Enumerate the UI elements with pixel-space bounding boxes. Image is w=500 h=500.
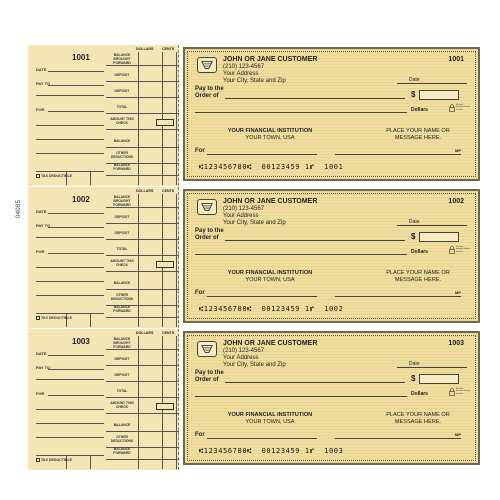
amount-words-field[interactable] [195,254,407,255]
amount-field[interactable] [419,90,459,100]
cents-header: CENTS [162,47,175,51]
signature-field[interactable] [335,438,461,439]
signature-field[interactable] [335,296,461,297]
ledger-label: DEPOSIT [114,373,130,377]
micr-check-number: 1001 [324,163,344,171]
stub-date-label: DATE [36,351,47,356]
stub-for-line[interactable] [48,395,104,396]
customer-city: Your City, State and Zip [223,78,286,84]
pay-to-label [195,86,224,100]
stub-payto-line[interactable] [48,227,104,228]
customer-address: Your Address [223,355,259,361]
micr-line [199,163,343,171]
tax-deductible-label: TAX DEDUCTIBLE [41,174,73,178]
custom-message [373,128,463,142]
memo-label: For [195,148,205,154]
ledger-label: BALANCE BROUGHT FORWARD [113,337,131,349]
stub-divider [36,455,104,456]
ledger-line[interactable] [106,113,179,114]
ledger-line[interactable] [106,129,179,130]
stub-ledger [106,45,179,186]
check [183,47,480,181]
stub-for-line-2[interactable] [36,267,104,268]
form-code: 04085 [16,199,22,218]
micr-routing: ⑆123456780⑆ [199,163,252,171]
ledger-line[interactable] [106,223,179,224]
check-number: 1002 [448,198,464,205]
stub-check-number: 1001 [72,53,90,62]
memo-label: For [195,432,205,438]
stub-payto-label: PAY TO [36,223,51,228]
date-field[interactable] [397,367,467,368]
stub-date-line[interactable] [48,213,104,214]
ledger-line[interactable] [106,97,179,98]
custom-message [373,412,463,426]
check-row-3 [28,329,484,470]
stub-payto-line-2[interactable] [36,95,104,96]
message-line2: MESSAGE HERE. [394,277,442,283]
ledger-divider [138,52,139,185]
security-note: Security features Details on back [456,246,470,253]
micr-check-number: 1002 [324,305,344,313]
micr-account: 00123459 1⑈ [261,447,315,455]
padlock-icon [449,104,455,112]
memo-field[interactable] [207,154,317,155]
amount-words-field[interactable] [195,396,407,397]
ledger-line[interactable] [106,413,179,414]
stub-for-line-2[interactable] [36,409,104,410]
check [183,331,480,465]
message-line1: PLACE YOUR NAME OR [386,270,450,276]
dollars-header: DOLLARS [136,331,154,335]
ledger-label: OTHER DEDUCTIONS [110,293,134,301]
signature-field[interactable] [335,154,461,155]
check-stub [28,187,179,328]
check-number: 1003 [448,340,464,347]
ledger-line[interactable] [106,317,179,318]
pay-to-line1: Pay to the [195,86,224,92]
ledger-line[interactable] [106,349,179,350]
ledger-line[interactable] [106,365,179,366]
dollar-sign: $ [411,374,416,383]
pay-to-line2: Order of [195,377,219,383]
ledger-line[interactable] [106,147,179,148]
pay-to-line1: Pay to the [195,370,224,376]
amount-words-field[interactable] [195,112,407,113]
stub-payto-line[interactable] [48,85,104,86]
date-label: Date [409,361,420,367]
bank-town: YOUR TOWN, USA [245,277,295,283]
bank-name: YOUR FINANCIAL INSTITUTION [227,270,313,276]
stub-for-line-3[interactable] [36,281,104,282]
ledger-label: DEPOSIT [114,231,130,235]
amount-field[interactable] [419,374,459,384]
stub-for-line-4[interactable] [36,437,104,438]
customer-phone: (210) 123-4567 [223,64,265,70]
ledger-line[interactable] [106,459,179,460]
stub-amount-box[interactable] [156,403,174,410]
checkbox-icon [36,458,40,462]
ledger-line[interactable] [106,397,179,398]
ledger-label: TOTAL [116,247,128,251]
pay-to-label [195,370,224,384]
ledger-label: DEPOSIT [114,89,130,93]
micr-line [199,305,343,313]
check-number: 1001 [448,56,464,63]
stub-amount-box[interactable] [156,119,174,126]
check-stub [28,329,179,470]
ledger-label: DEPOSIT [114,73,130,77]
tax-deductible-checkbox[interactable] [36,174,72,178]
tax-deductible-checkbox[interactable] [36,316,72,320]
mp-mark: MP [455,432,461,437]
stub-ledger [106,329,179,470]
date-label: Date [409,219,420,225]
ledger-label: BALANCE [113,423,131,427]
ledger-line[interactable] [106,239,179,240]
stub-divider [90,455,91,469]
stub-for-line-3[interactable] [36,423,104,424]
payee-field[interactable] [225,382,405,383]
ledger-line[interactable] [106,207,179,208]
stub-amount-box[interactable] [156,261,174,268]
micr-routing: ⑆123456780⑆ [199,447,252,455]
tax-deductible-checkbox[interactable] [36,458,72,462]
check-row-1 [28,45,484,186]
ledger-label: DEPOSIT [114,215,130,219]
memo-field[interactable] [207,438,317,439]
micr-routing: ⑆123456780⑆ [199,305,252,313]
mp-mark: MP [455,148,461,153]
stub-payto-label: PAY TO [36,81,51,86]
ledger-divider [176,52,177,185]
customer-phone: (210) 123-4567 [223,348,265,354]
tax-deductible-label: TAX DEDUCTIBLE [41,316,73,320]
stub-divider [36,313,104,314]
stub-for-line-4[interactable] [36,295,104,296]
message-line2: MESSAGE HERE. [394,419,442,425]
bank-logo-icon [197,199,217,215]
customer-address: Your Address [223,213,259,219]
stub-payto-label: PAY TO [36,365,51,370]
stub-divider [36,171,104,172]
dollars-header: DOLLARS [136,189,154,193]
ledger-label: AMOUNT THIS CHECK [110,259,134,267]
date-label: Date [409,77,420,83]
ledger-label: OTHER DEDUCTIONS [110,151,134,159]
stub-for-line[interactable] [48,111,104,112]
customer-name: JOHN OR JANE CUSTOMER [223,56,318,63]
ledger-label: TOTAL [116,389,128,393]
stub-for-line-4[interactable] [36,153,104,154]
dollars-label: Dollars [411,391,428,397]
custom-message [373,270,463,284]
customer-name: JOHN OR JANE CUSTOMER [223,198,318,205]
message-line2: MESSAGE HERE. [394,135,442,141]
stub-divider [90,171,91,185]
ledger-label: AMOUNT THIS CHECK [110,117,134,125]
payee-field[interactable] [225,98,405,99]
stub-date-label: DATE [36,67,47,72]
dollar-sign: $ [411,232,416,241]
stub-date-line[interactable] [48,71,104,72]
message-line1: PLACE YOUR NAME OR [386,412,450,418]
pay-to-line2: Order of [195,235,219,241]
bank-name: YOUR FINANCIAL INSTITUTION [227,128,313,134]
stub-payto-line-2[interactable] [36,379,104,380]
checkbox-icon [36,316,40,320]
ledger-divider [176,194,177,327]
bank-town: YOUR TOWN, USA [245,419,295,425]
payee-field[interactable] [225,240,405,241]
bank-logo-icon [197,341,217,357]
customer-phone: (210) 123-4567 [223,206,265,212]
pay-to-line1: Pay to the [195,228,224,234]
stub-divider [90,313,91,327]
bank-name: YOUR FINANCIAL INSTITUTION [227,412,313,418]
check-row-2 [28,187,484,328]
ledger-label: OTHER DEDUCTIONS [110,435,134,443]
cents-header: CENTS [162,331,175,335]
ledger-line[interactable] [106,381,179,382]
ledger-divider [138,194,139,327]
stub-for-label: FOR [36,249,45,254]
ledger-line[interactable] [106,255,179,256]
check-sheet [28,45,484,472]
ledger-label: BALANCE [113,281,131,285]
stub-for-line[interactable] [48,253,104,254]
ledger-line[interactable] [106,431,179,432]
ledger-label: TOTAL [116,105,128,109]
customer-city: Your City, State and Zip [223,220,286,226]
stub-for-line-3[interactable] [36,139,104,140]
stub-for-label: FOR [36,391,45,396]
ledger-line[interactable] [106,65,179,66]
ledger-label: BALANCE [113,139,131,143]
memo-field[interactable] [207,296,317,297]
stub-for-label: FOR [36,107,45,112]
dollars-header: DOLLARS [136,47,154,51]
pay-to-line2: Order of [195,93,219,99]
dollars-label: Dollars [411,249,428,255]
micr-line [199,447,343,455]
tax-deductible-label: TAX DEDUCTIBLE [41,458,73,462]
checkbox-icon [36,174,40,178]
padlock-icon [449,246,455,254]
stub-check-number: 1003 [72,337,90,346]
stub-ledger [106,187,179,328]
date-field[interactable] [397,83,467,84]
stub-check-number: 1002 [72,195,90,204]
customer-city: Your City, State and Zip [223,362,286,368]
ledger-label: DEPOSIT [114,357,130,361]
mp-mark: MP [455,290,461,295]
micr-account: 00123459 1⑈ [261,163,315,171]
dollars-label: Dollars [411,107,428,113]
stub-date-line[interactable] [48,355,104,356]
ledger-line[interactable] [106,271,179,272]
stub-for-line-2[interactable] [36,125,104,126]
bank-town: YOUR TOWN, USA [245,135,295,141]
stub-payto-line[interactable] [48,369,104,370]
stub-payto-line-2[interactable] [36,237,104,238]
padlock-icon [449,388,455,396]
memo-label: For [195,290,205,296]
ledger-line[interactable] [106,289,179,290]
cents-header: CENTS [162,189,175,193]
stub-date-label: DATE [36,209,47,214]
ledger-line[interactable] [106,175,179,176]
ledger-divider [176,336,177,469]
ledger-label: BALANCE BROUGHT FORWARD [113,195,131,207]
amount-field[interactable] [419,232,459,242]
customer-name: JOHN OR JANE CUSTOMER [223,340,318,347]
pay-to-label [195,228,224,242]
micr-check-number: 1003 [324,447,344,455]
dollar-sign: $ [411,90,416,99]
date-field[interactable] [397,225,467,226]
security-note: Security features Details on back [456,104,470,111]
message-line1: PLACE YOUR NAME OR [386,128,450,134]
ledger-line[interactable] [106,81,179,82]
ledger-label: BALANCE FORWARD [113,305,131,313]
ledger-divider [138,336,139,469]
micr-account: 00123459 1⑈ [261,305,315,313]
ledger-label: BALANCE FORWARD [113,447,131,455]
ledger-label: BALANCE BROUGHT FORWARD [113,53,131,65]
ledger-label: BALANCE FORWARD [113,163,131,171]
ledger-label: AMOUNT THIS CHECK [110,401,134,409]
security-note: Security features Details on back [456,388,470,395]
customer-address: Your Address [223,71,259,77]
check-stub [28,45,179,186]
check [183,189,480,323]
bank-logo-icon [197,57,217,73]
